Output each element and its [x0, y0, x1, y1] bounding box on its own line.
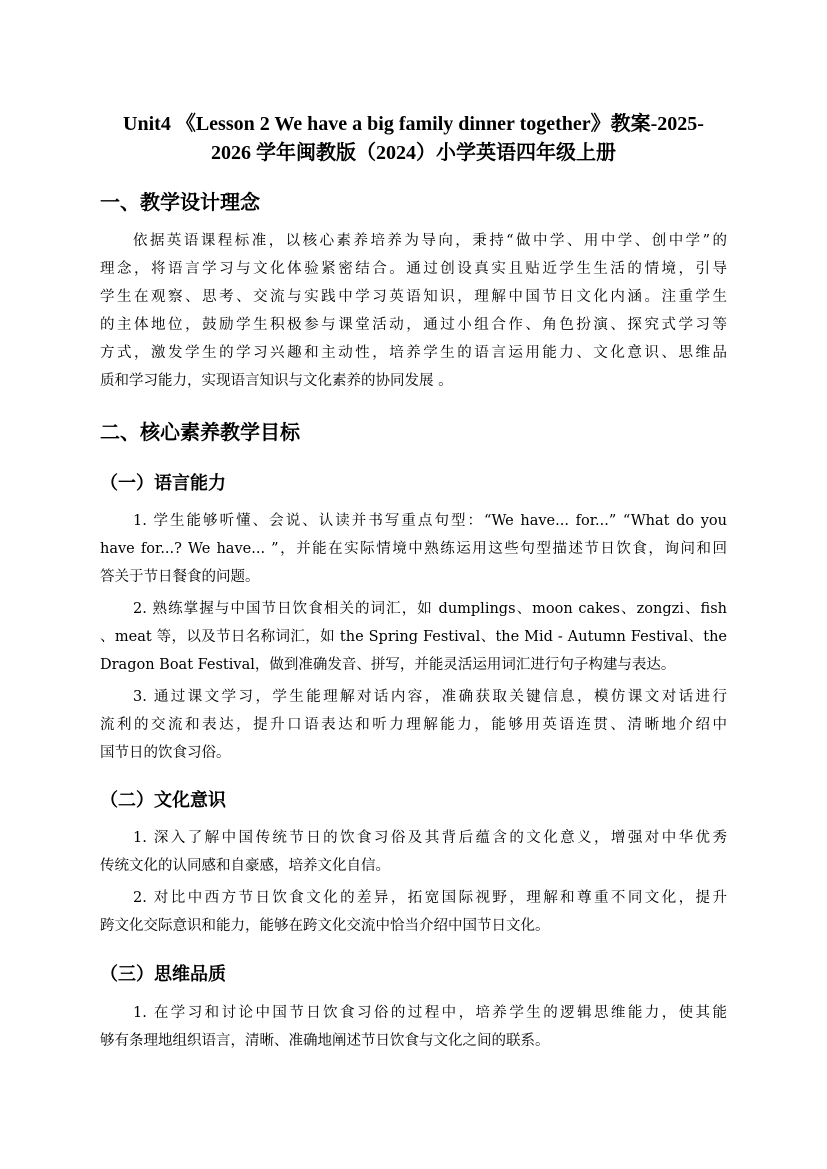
- paragraph-line: 1. 在学习和讨论中国节日饮食习俗的过程中，培养学生的逻辑思维能力，使其能: [133, 1005, 727, 1021]
- paragraph-line: 流利的交流和表达，提升口语表达和听力理解能力，能够用英语连贯、清晰地介绍中: [100, 717, 727, 733]
- paragraph-line: 质和学习能力，实现语言知识与文化素养的协同发展 。: [100, 373, 453, 389]
- paragraph-line: 理念，将语言学习与文化体验紧密结合。通过创设真实且贴近学生生活的情境，引导: [100, 261, 727, 277]
- document-title-line-1: Unit4 《Lesson 2 We have a big family dinner together》教案-2025-: [123, 113, 704, 135]
- section-heading-design-concept: 一、教学设计理念: [100, 190, 260, 214]
- paragraph-line: 1. 深入了解中国传统节日的饮食习俗及其背后蕴含的文化意义，增强对中华优秀: [133, 830, 727, 846]
- paragraph-line: have for...? We have... ”，并能在实际情境中熟练运用这些句型描述节日饮食，询问和回: [100, 541, 727, 557]
- document-title-line-2: 2026 学年闽教版（2024）小学英语四年级上册: [211, 142, 616, 164]
- subsection-heading-language-ability: （一）语言能力: [100, 473, 226, 494]
- paragraph-line: 国节日的饮食习俗。: [100, 745, 231, 761]
- paragraph-line: 方式，激发学生的学习兴趣和主动性，培养学生的语言运用能力、文化意识、思维品: [100, 345, 727, 361]
- section-heading-core-objectives: 二、核心素养教学目标: [100, 420, 300, 444]
- paragraph-line: 3. 通过课文学习，学生能理解对话内容，准确获取关键信息，模仿课文对话进行: [133, 689, 727, 705]
- paragraph-line: 依据英语课程标准，以核心素养培养为导向，秉持“做中学、用中学、创中学”的: [133, 233, 727, 249]
- subsection-heading-thinking-quality: （三）思维品质: [100, 964, 226, 985]
- paragraph-line: 传统文化的认同感和自豪感，培养文化自信。: [100, 858, 390, 874]
- paragraph-line: Dragon Boat Festival，做到准确发音、拼写，并能灵活运用词汇进行句子构建与表达。: [100, 657, 676, 673]
- paragraph-line: 2. 对比中西方节日饮食文化的差异，拓宽国际视野，理解和尊重不同文化，提升: [133, 890, 727, 906]
- subsection-heading-cultural-awareness: （二）文化意识: [100, 790, 226, 811]
- paragraph-line: 跨文化交际意识和能力，能够在跨文化交流中恰当介绍中国节日文化。: [100, 918, 550, 934]
- paragraph-line: 1. 学生能够听懂、会说、认读并书写重点句型：“We have... for...” “What do you: [133, 513, 727, 529]
- paragraph-line: 、meat 等，以及节日名称词汇，如 the Spring Festival、the Mid - Autumn Festival、the: [100, 629, 727, 645]
- paragraph-line: 答关于节日餐食的问题。: [100, 569, 260, 585]
- paragraph-line: 2. 熟练掌握与中国节日饮食相关的词汇，如 dumplings、moon cakes、zongzi、fish: [133, 601, 727, 617]
- paragraph-line: 的主体地位，鼓励学生积极参与课堂活动，通过小组合作、角色扮演、探究式学习等: [100, 317, 727, 333]
- paragraph-line: 够有条理地组织语言，清晰、准确地阐述节日饮食与文化之间的联系。: [100, 1033, 550, 1049]
- paragraph-line: 学生在观察、思考、交流与实践中学习英语知识，理解中国节日文化内涵。注重学生: [100, 289, 727, 305]
